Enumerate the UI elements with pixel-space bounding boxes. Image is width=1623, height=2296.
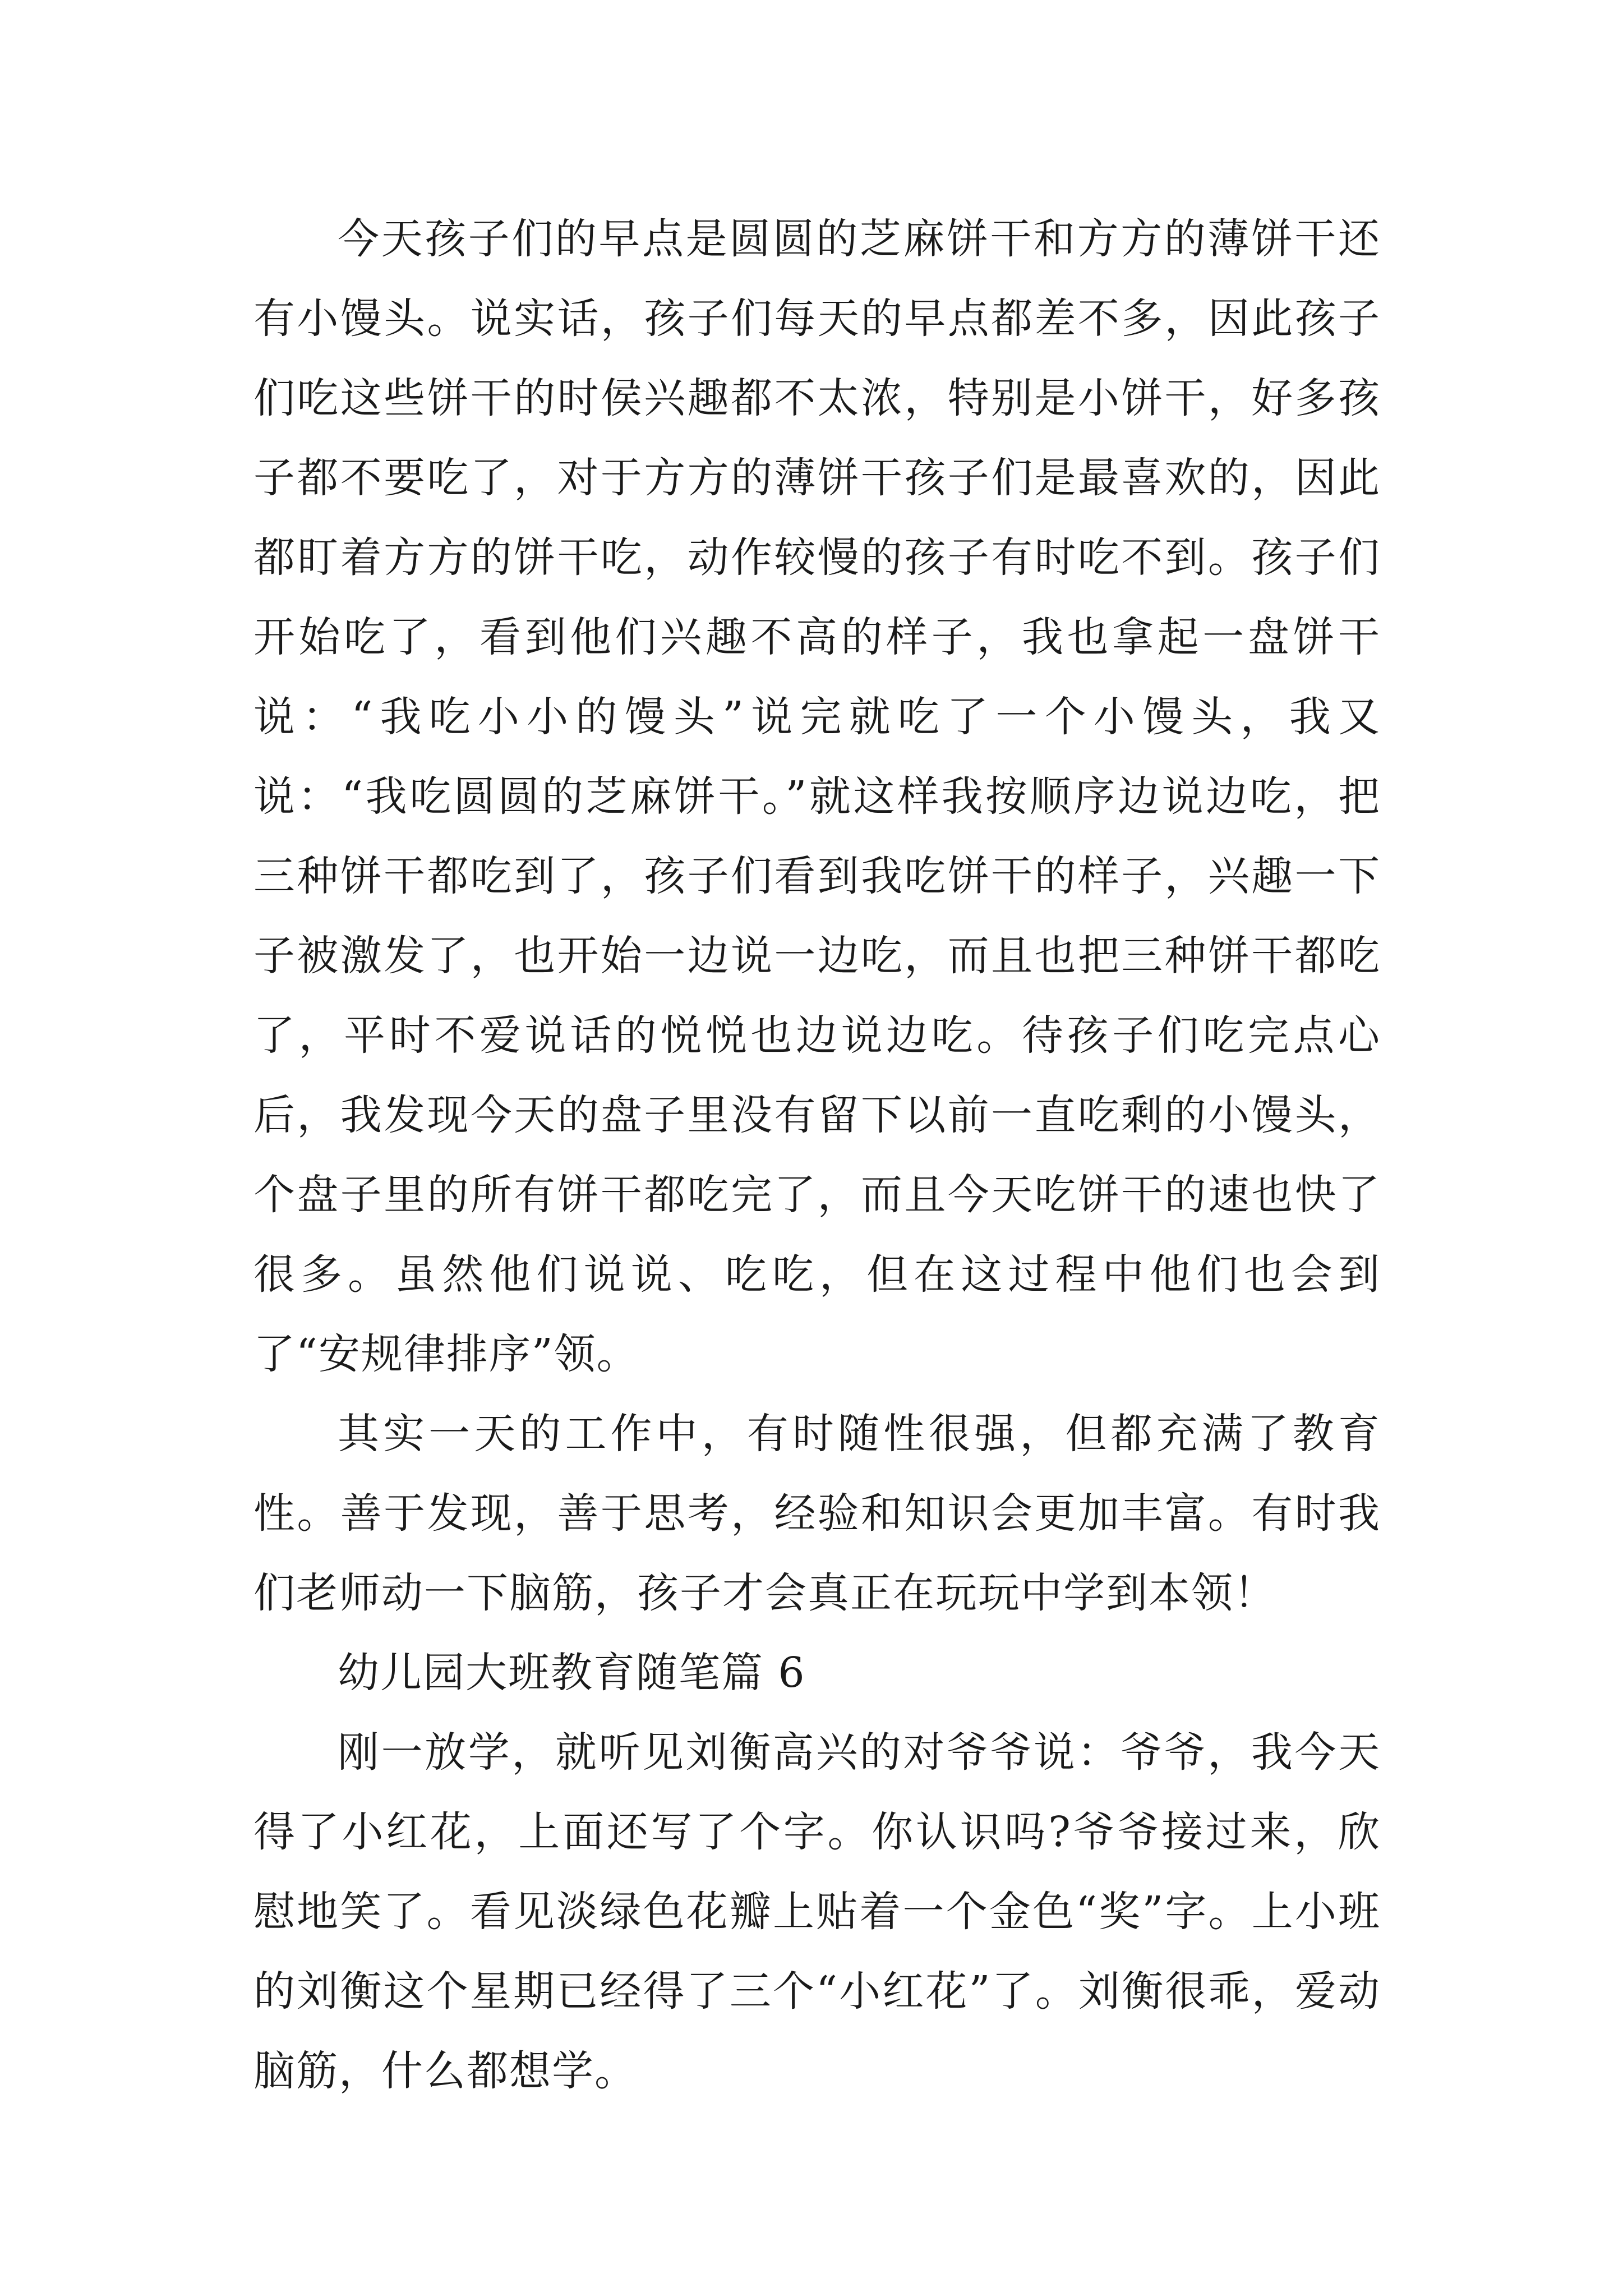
paragraph-1: 今天孩子们的早点是圆圆的芝麻饼干和方方的薄饼干还有小馒头。说实话，孩子们每天的早点都差不多，因此孩子们吃这些饼干的时侯兴趣都不太浓，特别是小饼干，好多孩子都不要吃了，对于方方的薄饼干孩子们是最喜欢的，因此都盯着方方的饼干吃，动作较慢的孩子有时吃不到。孩子们开始吃了，看到他们兴趣不高的样子，我也拿起一盘饼干说：“我吃小小的馒头”说完就吃了一个小馒头，我又说：“我吃圆圆的芝麻饼干。”就这样我按顺序边说边吃，把三种饼干都吃到了，孩子们看到我吃饼干的样子，兴趣一下子被激发了，也开始一边说一边吃，而且也把三种饼干都吃了，平时不爱说话的悦悦也边说边吃。待孩子们吃完点心后，我发现今天的盘子里没有留下以前一直吃剩的小馒头，个盘子里的所有饼干都吃完了，而且今天吃饼干的速也快了很多。虽然他们说说、吃吃，但在这过程中他们也会到了“安规律排序”领。 bbox=[253, 215, 1381, 1378]
paragraph-3: 刚一放学，就听见刘衡高兴的对爷爷说：爷爷，我今天得了小红花，上面还写了个字。你认识吗?爷爷接过来，欣慰地笑了。看见淡绿色花瓣上贴着一个金色“奖”字。上小班的刘衡这个星期已经得了三个“小红花”了。刘衡很乖，爱动脑筋，什么都想学。 bbox=[253, 1728, 1381, 2095]
paragraph-2: 其实一天的工作中，有时随性很强，但都充满了教育性。善于发现，善于思考，经验和知识会更加丰富。有时我们老师动一下脑筋，孩子才会真正在玩玩中学到本领！ bbox=[253, 1410, 1381, 1617]
document-body bbox=[253, 199, 1381, 2111]
section-title: 幼儿园大班教育随笔篇 6 bbox=[338, 1649, 806, 1697]
